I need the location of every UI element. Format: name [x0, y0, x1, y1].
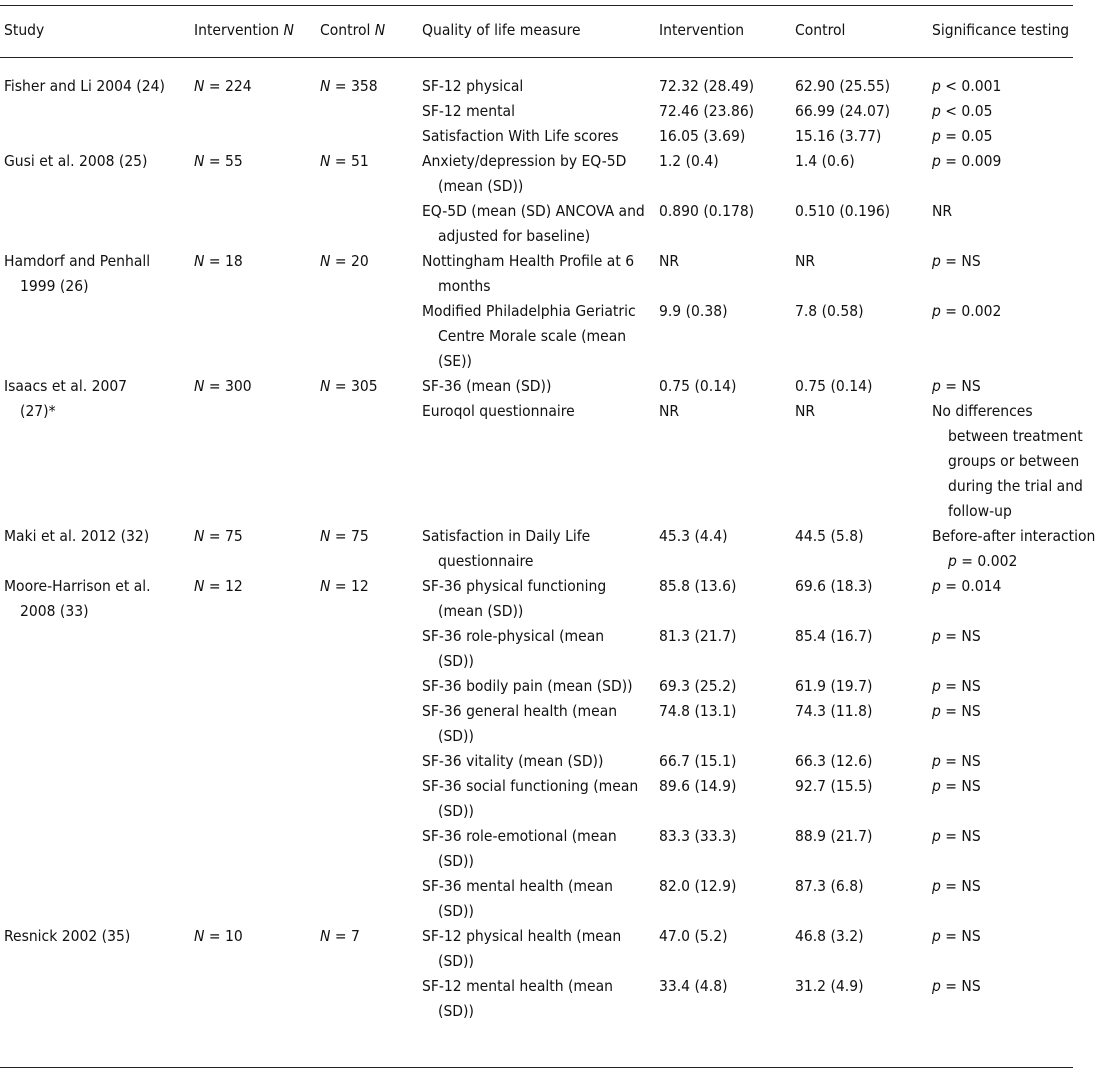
control-n [320, 924, 360, 949]
intervention-value [659, 299, 728, 324]
quality-measure [422, 524, 590, 574]
quality-measure-line: Euroqol questionnaire [422, 402, 575, 420]
intervention-value [659, 624, 736, 649]
intervention-value [659, 399, 679, 424]
intervention-n-line: N = 75 [194, 527, 243, 545]
significance-value [932, 574, 1001, 599]
quality-measure-line: (SD)) [438, 952, 474, 970]
control-n-line: N = 358 [320, 77, 378, 95]
quality-measure [422, 574, 606, 624]
quality-measure [422, 149, 626, 199]
quality-measure-line: SF-36 role-physical (mean [422, 627, 605, 645]
control-n [320, 524, 369, 549]
quality-measure-line: (SD)) [438, 802, 474, 820]
intervention-value-line: 66.7 (15.1) [659, 752, 737, 770]
quality-measure [422, 99, 515, 124]
significance-value-line: p = 0.05 [932, 127, 993, 145]
quality-measure [422, 974, 613, 1024]
significance-value [932, 824, 981, 849]
quality-measure [422, 299, 636, 374]
control-value [795, 624, 872, 649]
intervention-value [659, 149, 719, 174]
table-bottom-rule [0, 1067, 1073, 1068]
control-value-line: 74.3 (11.8) [795, 702, 873, 720]
intervention-value [659, 874, 736, 899]
significance-value [932, 149, 1001, 174]
significance-value [932, 974, 981, 999]
quality-measure [422, 624, 604, 674]
quality-measure [422, 824, 617, 874]
quality-measure-line: SF-36 general health (mean [422, 702, 618, 720]
significance-value-line: p = NS [932, 877, 981, 895]
quality-measure-line: Satisfaction in Daily Life [422, 527, 591, 545]
significance-value-line: p = NS [932, 702, 981, 720]
intervention-n [194, 149, 243, 174]
significance-value-line: p = 0.014 [932, 577, 1002, 595]
significance-value [932, 624, 981, 649]
header-significance: Significance testing [932, 21, 1070, 39]
quality-measure-line: months [438, 277, 491, 295]
header-study: Study [4, 21, 45, 39]
study-name-line: Maki et al. 2012 (32) [4, 527, 150, 545]
study-name-line: Fisher and Li 2004 (24) [4, 77, 165, 95]
study-name [4, 574, 151, 624]
quality-measure-line: SF-36 bodily pain (mean (SD)) [422, 677, 633, 695]
quality-measure-line: SF-12 mental [422, 102, 515, 120]
intervention-value-line: 33.4 (4.8) [659, 977, 728, 995]
quality-measure-line: (SD)) [438, 1002, 474, 1020]
intervention-value-line: 45.3 (4.4) [659, 527, 728, 545]
quality-measure-line: Modified Philadelphia Geriatric [422, 302, 636, 320]
significance-value [932, 199, 952, 224]
study-name-line: 1999 (26) [20, 277, 89, 295]
control-value [795, 699, 872, 724]
intervention-value-line: 69.3 (25.2) [659, 677, 737, 695]
control-value-line: 44.5 (5.8) [795, 527, 864, 545]
intervention-value [659, 374, 736, 399]
control-value [795, 924, 864, 949]
study-name-line: 2008 (33) [20, 602, 89, 620]
control-value [795, 399, 815, 424]
quality-measure [422, 124, 619, 149]
intervention-value-line: 72.32 (28.49) [659, 77, 755, 95]
control-value [795, 774, 872, 799]
control-value-line: NR [795, 402, 816, 420]
quality-measure-line: questionnaire [438, 552, 534, 570]
significance-value-line: p = NS [932, 977, 981, 995]
quality-measure-line: (mean (SD)) [438, 177, 524, 195]
quality-measure-line: SF-36 role-emotional (mean [422, 827, 617, 845]
control-value [795, 99, 890, 124]
study-name-line: Isaacs et al. 2007 [4, 377, 128, 395]
control-value-line: 1.4 (0.6) [795, 152, 855, 170]
intervention-value-line: 89.6 (14.9) [659, 777, 737, 795]
control-value-line: 0.510 (0.196) [795, 202, 891, 220]
header-control: Control [795, 21, 846, 39]
study-name [4, 374, 127, 424]
intervention-value [659, 924, 728, 949]
quality-measure-line: SF-36 social functioning (mean [422, 777, 639, 795]
intervention-value [659, 824, 736, 849]
control-value-line: 7.8 (0.58) [795, 302, 864, 320]
intervention-value-line: NR [659, 252, 680, 270]
control-value [795, 74, 890, 99]
significance-value [932, 674, 981, 699]
control-n [320, 149, 369, 174]
study-name-line: Gusi et al. 2008 (25) [4, 152, 148, 170]
significance-value [932, 249, 981, 274]
intervention-n-line: N = 18 [194, 252, 243, 270]
quality-measure-line: EQ-5D (mean (SD) ANCOVA and [422, 202, 645, 220]
significance-value-line: groups or between [948, 452, 1080, 470]
header-measure: Quality of life measure [422, 21, 581, 39]
control-n-line: N = 75 [320, 527, 369, 545]
quality-measure-line: (SD)) [438, 727, 474, 745]
intervention-n-line: N = 55 [194, 152, 243, 170]
quality-measure-line: Satisfaction With Life scores [422, 127, 619, 145]
significance-value [932, 74, 1001, 99]
control-value-line: 0.75 (0.14) [795, 377, 873, 395]
study-name-line: Moore-Harrison et al. [4, 577, 151, 595]
control-value-line: 87.3 (6.8) [795, 877, 864, 895]
control-value [795, 674, 872, 699]
quality-measure [422, 699, 617, 749]
intervention-n [194, 374, 252, 399]
intervention-n-line: N = 300 [194, 377, 252, 395]
quality-measure [422, 199, 645, 249]
control-value [795, 874, 864, 899]
quality-measure [422, 924, 621, 974]
control-value [795, 974, 864, 999]
header-intervention-n: Intervention N [194, 21, 294, 39]
significance-value-line: p = 0.002 [948, 552, 1018, 570]
control-value-line: 66.3 (12.6) [795, 752, 873, 770]
intervention-n [194, 574, 243, 599]
significance-value [932, 524, 1095, 574]
intervention-value-line: 81.3 (21.7) [659, 627, 737, 645]
control-value-line: 92.7 (15.5) [795, 777, 873, 795]
control-value-line: 46.8 (3.2) [795, 927, 864, 945]
quality-measure-line: SF-12 physical [422, 77, 524, 95]
quality-measure-line: SF-36 mental health (mean [422, 877, 613, 895]
control-value-line: 61.9 (19.7) [795, 677, 873, 695]
control-value [795, 749, 872, 774]
significance-value [932, 924, 981, 949]
intervention-value [659, 774, 736, 799]
significance-value-line: p = NS [932, 677, 981, 695]
table-header-rule [0, 57, 1073, 58]
table-top-rule [0, 5, 1073, 6]
significance-value-line: p = NS [932, 752, 981, 770]
quality-measure [422, 74, 523, 99]
control-value-line: 85.4 (16.7) [795, 627, 873, 645]
study-name-line: Hamdorf and Penhall [4, 252, 151, 270]
control-n [320, 74, 378, 99]
header-intervention: Intervention [659, 21, 745, 39]
study-name-line: Resnick 2002 (35) [4, 927, 131, 945]
control-value [795, 149, 855, 174]
significance-value [932, 124, 992, 149]
quality-measure-line: SF-36 physical functioning [422, 577, 607, 595]
intervention-value [659, 974, 728, 999]
significance-value-line: p < 0.05 [932, 102, 993, 120]
quality-measure [422, 874, 613, 924]
control-n-line: N = 12 [320, 577, 369, 595]
intervention-value [659, 674, 736, 699]
intervention-value-line: 85.8 (13.6) [659, 577, 737, 595]
study-name [4, 924, 130, 949]
intervention-n [194, 524, 243, 549]
intervention-value [659, 74, 754, 99]
control-value-line: 62.90 (25.55) [795, 77, 891, 95]
intervention-value-line: 83.3 (33.3) [659, 827, 737, 845]
quality-measure-line: SF-12 mental health (mean [422, 977, 613, 995]
significance-value-line: p = NS [932, 627, 981, 645]
intervention-value [659, 574, 736, 599]
significance-value [932, 749, 981, 774]
intervention-value [659, 124, 745, 149]
quality-measure-line: (SD)) [438, 852, 474, 870]
significance-value-line: p = 0.002 [932, 302, 1002, 320]
control-value-line: NR [795, 252, 816, 270]
quality-measure-line: Centre Morale scale (mean [438, 327, 627, 345]
control-value-line: 15.16 (3.77) [795, 127, 882, 145]
significance-value [932, 99, 992, 124]
quality-measure [422, 774, 638, 824]
significance-value-line: p = NS [932, 777, 981, 795]
control-n [320, 249, 369, 274]
quality-measure-line: (mean (SD)) [438, 602, 524, 620]
intervention-n-line: N = 224 [194, 77, 252, 95]
quality-measure [422, 374, 551, 399]
significance-value-line: p = NS [932, 252, 981, 270]
control-value-line: 66.99 (24.07) [795, 102, 891, 120]
significance-value-line: follow-up [948, 502, 1012, 520]
control-value [795, 199, 890, 224]
study-name [4, 249, 150, 299]
significance-value-line: NR [932, 202, 953, 220]
intervention-n-line: N = 12 [194, 577, 243, 595]
control-value [795, 574, 872, 599]
quality-measure-line: adjusted for baseline) [438, 227, 591, 245]
quality-measure-line: Nottingham Health Profile at 6 [422, 252, 635, 270]
significance-value [932, 774, 981, 799]
significance-value-line: p = NS [932, 377, 981, 395]
study-name-line: (27)* [20, 402, 56, 420]
intervention-value [659, 99, 754, 124]
quality-measure-line: (SD)) [438, 652, 474, 670]
intervention-value-line: 47.0 (5.2) [659, 927, 728, 945]
significance-value [932, 299, 1001, 324]
quality-measure [422, 749, 603, 774]
significance-value [932, 399, 1083, 524]
quality-measure-line: SF-12 physical health (mean [422, 927, 622, 945]
control-value [795, 374, 872, 399]
intervention-value-line: 72.46 (23.86) [659, 102, 755, 120]
intervention-value-line: NR [659, 402, 680, 420]
intervention-n [194, 249, 243, 274]
significance-value [932, 874, 981, 899]
significance-value-line: between treatment [948, 427, 1083, 445]
control-value-line: 31.2 (4.9) [795, 977, 864, 995]
intervention-value [659, 699, 736, 724]
quality-measure-line: (SD)) [438, 902, 474, 920]
control-value [795, 249, 815, 274]
control-n-line: N = 20 [320, 252, 369, 270]
quality-measure-line: SF-36 vitality (mean (SD)) [422, 752, 604, 770]
control-value [795, 124, 881, 149]
significance-value-line: p < 0.001 [932, 77, 1002, 95]
intervention-value [659, 199, 754, 224]
intervention-value-line: 74.8 (13.1) [659, 702, 737, 720]
significance-value-line: p = 0.009 [932, 152, 1002, 170]
significance-value-line: p = NS [932, 827, 981, 845]
control-n [320, 574, 369, 599]
study-name [4, 74, 165, 99]
intervention-value-line: 82.0 (12.9) [659, 877, 737, 895]
control-value [795, 524, 864, 549]
significance-value-line: No differences [932, 402, 1033, 420]
control-n-line: N = 305 [320, 377, 378, 395]
intervention-n [194, 924, 243, 949]
control-value-line: 69.6 (18.3) [795, 577, 873, 595]
control-n-line: N = 51 [320, 152, 369, 170]
intervention-value [659, 749, 736, 774]
intervention-value-line: 0.890 (0.178) [659, 202, 755, 220]
study-name [4, 524, 149, 549]
significance-value [932, 699, 981, 724]
quality-measure-line: (SE)) [438, 352, 472, 370]
control-n-line: N = 7 [320, 927, 360, 945]
intervention-n [194, 74, 252, 99]
significance-value-line: p = NS [932, 927, 981, 945]
control-n [320, 374, 378, 399]
quality-measure [422, 249, 634, 299]
intervention-value-line: 9.9 (0.38) [659, 302, 728, 320]
quality-measure [422, 674, 633, 699]
header-control-n: Control N [320, 21, 386, 39]
quality-measure-line: Anxiety/depression by EQ-5D [422, 152, 627, 170]
intervention-value-line: 1.2 (0.4) [659, 152, 719, 170]
control-value-line: 88.9 (21.7) [795, 827, 873, 845]
intervention-value [659, 249, 679, 274]
quality-measure-line: SF-36 (mean (SD)) [422, 377, 552, 395]
significance-value [932, 374, 981, 399]
quality-measure [422, 399, 575, 424]
significance-value-line: Before-after interaction [932, 527, 1095, 545]
intervention-value [659, 524, 728, 549]
control-value [795, 299, 864, 324]
intervention-value-line: 0.75 (0.14) [659, 377, 737, 395]
study-name [4, 149, 148, 174]
control-value [795, 824, 872, 849]
intervention-value-line: 16.05 (3.69) [659, 127, 746, 145]
intervention-n-line: N = 10 [194, 927, 243, 945]
significance-value-line: during the trial and [948, 477, 1083, 495]
